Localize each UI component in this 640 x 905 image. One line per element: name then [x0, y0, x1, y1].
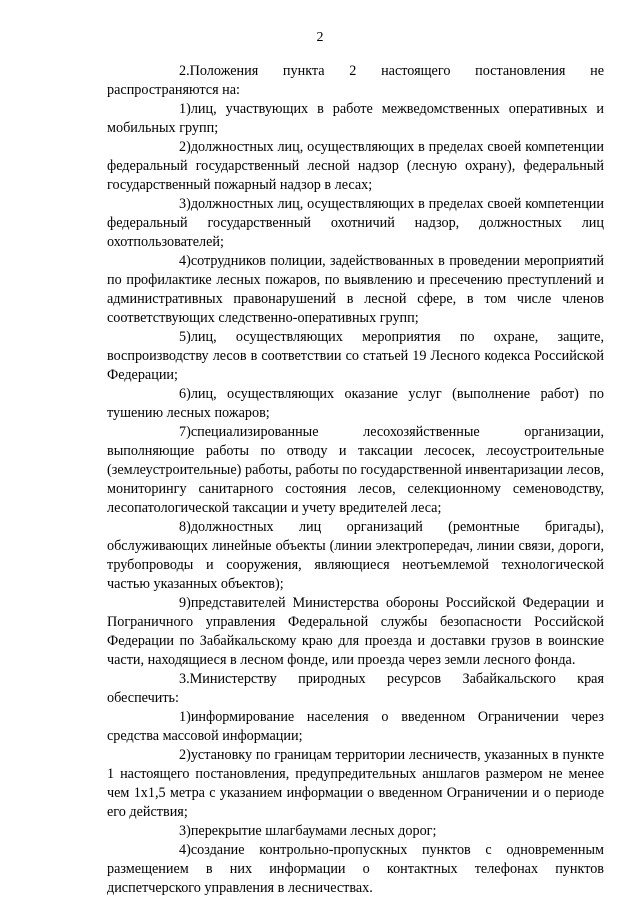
- paragraph-number: 9): [179, 595, 191, 611]
- paragraph: [107, 100, 604, 138]
- paragraph: [107, 385, 604, 423]
- paragraph: [107, 594, 604, 670]
- paragraph-number: 2): [179, 747, 191, 763]
- paragraph-text: перекрытие шлагбаумами лесных дорог;: [190, 823, 437, 839]
- paragraph-number: 4): [179, 253, 191, 269]
- paragraph-text: представителей Министерства обороны Российской Федерации и Пограничного управления Федеральной службы безопасности Российской Федерации по Забайкальскому краю для проезда и доставки грузов в воинские части, находящиеся в лесном фонде, или проезда через земли лесного фонда.: [107, 595, 604, 668]
- paragraph-number: 7): [179, 424, 191, 440]
- paragraph: [107, 841, 604, 898]
- paragraph: [107, 195, 604, 252]
- paragraph-number: 3): [179, 823, 191, 839]
- paragraph: [107, 708, 604, 746]
- document-body: [107, 62, 604, 898]
- paragraph-number: 4): [179, 842, 191, 858]
- paragraph: [107, 328, 604, 385]
- paragraph-number: 2.: [179, 63, 190, 79]
- paragraph-text: лиц, участвующих в работе межведомственных оперативных и мобильных групп;: [107, 101, 604, 136]
- paragraph-number: 8): [179, 519, 191, 535]
- paragraph: [107, 252, 604, 328]
- paragraph-text: должностных лиц организаций (ремонтные бригады), обслуживающих линейные объекты (линии электропередач, линии связи, дороги, трубопроводы и сооружения, являющиеся неотъемлемой технологической частью указанных объектов);: [107, 519, 604, 592]
- paragraph-text: информирование населения о введенном Ограничении через средства массовой информации;: [107, 709, 604, 744]
- paragraph-text: установку по границам территории лесничеств, указанных в пункте 1 настоящего постановления, предупредительных аншлагов размером не менее чем 1x1,5 метра с указанием информации о введенном Ограничении и о периоде его действия;: [107, 747, 604, 820]
- paragraph-text: создание контрольно-пропускных пунктов с одновременным размещением в них информации о контактных телефонах пунктов диспетчерского управления в лесничествах.: [107, 842, 604, 896]
- paragraph-number: 6): [179, 386, 191, 402]
- paragraph-number: 1): [179, 709, 191, 725]
- paragraph-text: Положения пункта 2 настоящего постановления не распространяются на:: [107, 63, 604, 98]
- paragraph-text: сотрудников полиции, задействованных в проведении мероприятий по профилактике лесных пожаров, по выявлению и пресечению преступлений и административных правонарушений в лесной сфере, в том числе членов соответствующих следственно-оперативных групп;: [107, 253, 604, 326]
- paragraph: [107, 423, 604, 518]
- paragraph-number: 3.: [179, 671, 190, 687]
- paragraph-text: лиц, осуществляющих мероприятия по охране, защите, воспроизводству лесов в соответствии со статьей 19 Лесного кодекса Российской Федерации;: [107, 329, 604, 383]
- paragraph: [107, 518, 604, 594]
- paragraph: [107, 822, 604, 841]
- paragraph-text: специализированные лесохозяйственные организации, выполняющие работы по отводу и таксации лесосек, лесоустроительные (землеустроительные) работы, работы по государственной инвентаризации лесов, мониторингу санитарного состояния лесов, селекционному семеноводству, лесопатологической таксации и учету вредителей леса;: [107, 424, 604, 516]
- paragraph-text: должностных лиц, осуществляющих в пределах своей компетенции федеральный государственный лесной надзор (лесную охрану), федеральный государственный пожарный надзор в лесах;: [107, 139, 604, 193]
- paragraph-number: 1): [179, 101, 191, 117]
- paragraph-text: Министерству природных ресурсов Забайкальского края обеспечить:: [107, 671, 604, 706]
- paragraph-text: должностных лиц, осуществляющих в пределах своей компетенции федеральный государственный охотничий надзор, должностных лиц охотпользователей;: [107, 196, 604, 250]
- page-number: 2: [316, 30, 324, 45]
- paragraph: [107, 670, 604, 708]
- paragraph-number: 3): [179, 196, 191, 212]
- paragraph: [107, 138, 604, 195]
- paragraph-text: лиц, осуществляющих оказание услуг (выполнение работ) по тушению лесных пожаров;: [107, 386, 604, 421]
- paragraph-number: 5): [179, 329, 191, 345]
- paragraph: [107, 746, 604, 822]
- paragraph: [107, 62, 604, 100]
- paragraph-number: 2): [179, 139, 191, 155]
